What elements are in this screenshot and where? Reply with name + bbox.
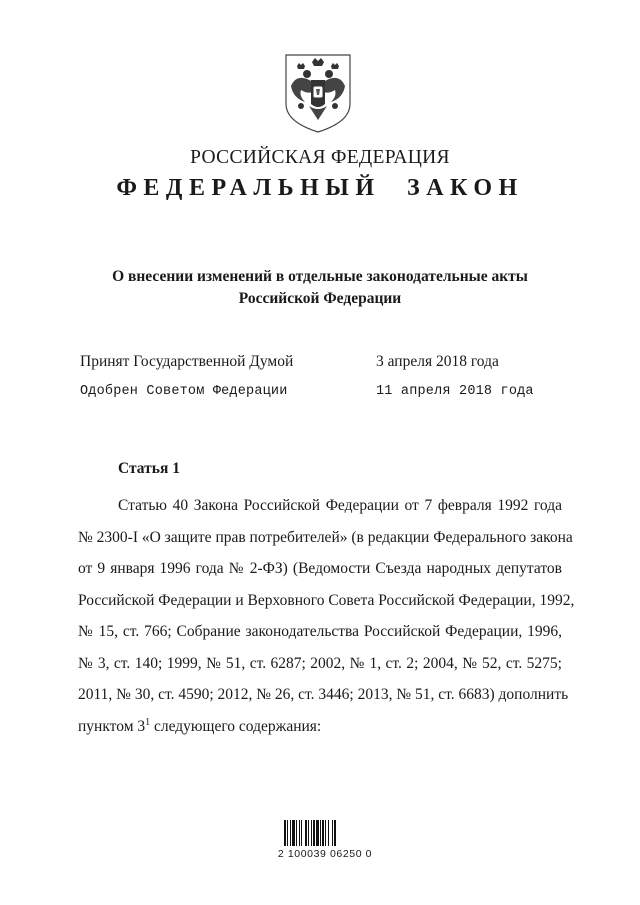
superscript: 1 <box>145 716 151 728</box>
article-line <box>78 711 562 743</box>
article-body <box>78 490 575 742</box>
duma-date: 3 апреля 2018 года <box>376 353 499 370</box>
article-line: от 9 января 1996 года № 2-ФЗ) (Ведомости Съезда народных депутатов <box>78 560 562 577</box>
law-title <box>0 266 640 310</box>
duma-adoption-row <box>80 353 550 371</box>
law-title-line: Российской Федерации <box>238 290 402 307</box>
article-line: Статью 40 Закона Российской Федерации от 7 февраля 1992 года <box>118 497 562 514</box>
state-emblem-icon <box>283 52 353 134</box>
country-name: РОССИЙСКАЯ ФЕДЕРАЦИЯ <box>190 147 450 168</box>
article-line-text: пунктом 3 <box>78 717 146 735</box>
article-line: 2011, № 30, ст. 4590; 2012, № 26, ст. 3446; 2013, № 51, ст. 6683) дополнить <box>78 686 569 703</box>
article-line: № 15, ст. 766; Собрание законодательства Российской Федерации, 1996, <box>78 623 562 640</box>
council-label: Одобрен Советом Федерации <box>80 384 288 399</box>
article-line-text: следующего содержания: <box>150 717 322 735</box>
barcode-icon <box>284 820 356 846</box>
council-approval-row <box>80 384 550 399</box>
article-line: Российской Федерации и Верховного Совета Российской Федерации, 1992, <box>78 591 575 609</box>
barcode-number: 2 100039 06250 0 <box>277 848 373 860</box>
council-date: 11 апреля 2018 года <box>376 384 534 399</box>
duma-label: Принят Государственной Думой <box>80 353 294 370</box>
article-heading: Статья 1 <box>118 460 180 477</box>
article-line: № 2300-I «О защите прав потребителей» (в редакции Федерального закона <box>78 528 573 546</box>
law-type-heading: ФЕДЕРАЛЬНЫЙ ЗАКОН <box>116 175 524 201</box>
article-line: № 3, ст. 140; 1999, № 51, ст. 6287; 2002, № 1, ст. 2; 2004, № 52, ст. 5275; <box>78 654 562 672</box>
law-title-line: О внесении изменений в отдельные законодательные акты <box>112 268 528 285</box>
